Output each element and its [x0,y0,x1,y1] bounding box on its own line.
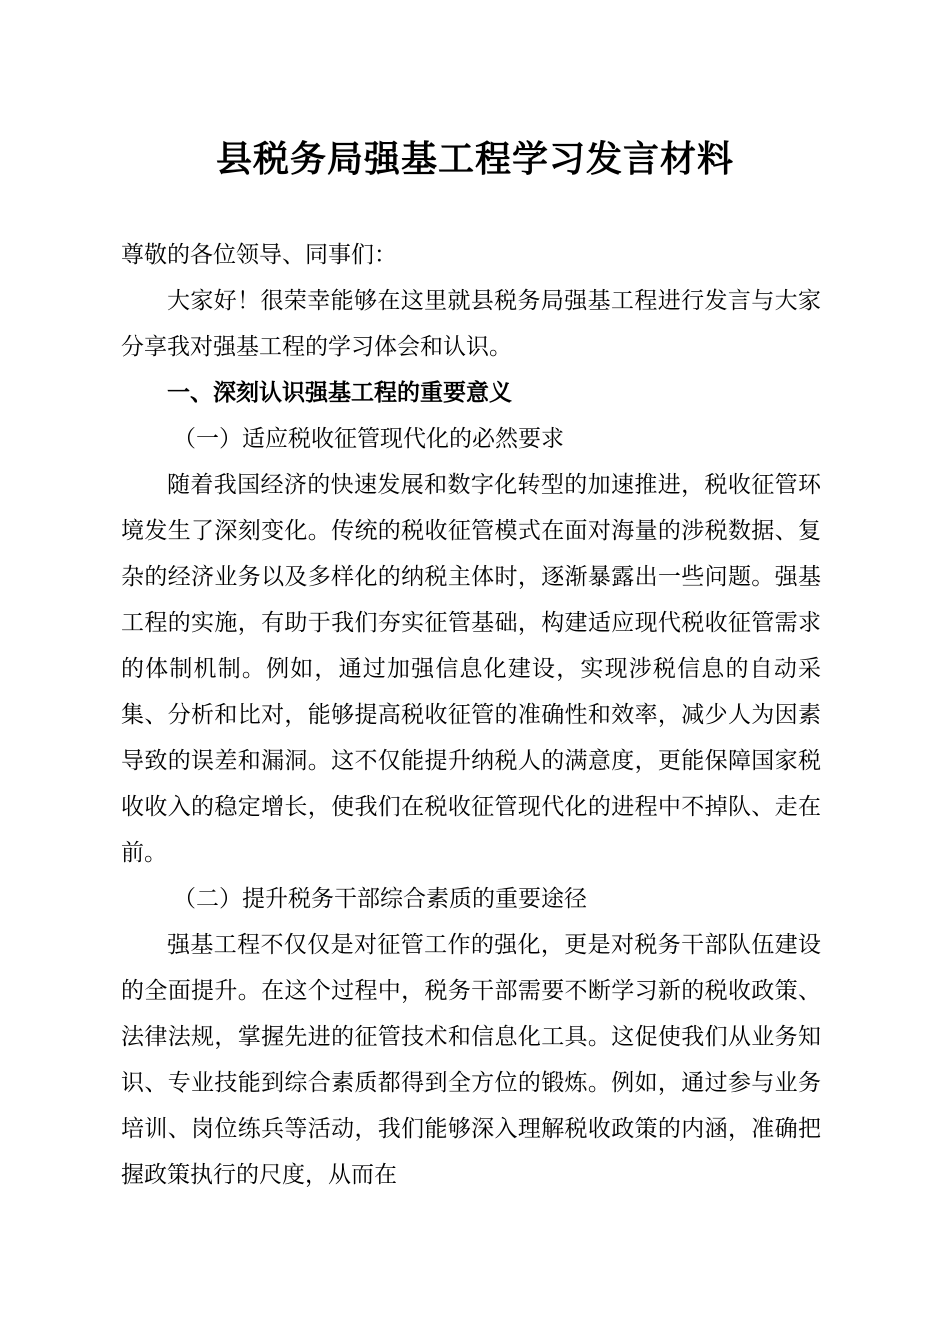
document-body [121,232,821,1198]
body-paragraph: 强基工程不仅仅是对征管工作的强化，更是对税务干部队伍建设的全面提升。在这个过程中，税务干部需要不断学习新的税收政策、法律法规，掌握先进的征管技术和信息化工具。这促使我们从业务知识、专业技能到综合素质都得到全方位的锻炼。例如，通过参与业务培训、岗位练兵等活动，我们能够深入理解税收政策的内涵，准确把握政策执行的尺度，从而在 [121,932,821,1188]
subsection-heading: （一）适应税收征管现代化的必然要求 [173,426,564,452]
document-title: 县税务局强基工程学习发言材料 [215,138,734,180]
salutation: 尊敬的各位领导、同事们： [121,242,397,268]
subsection-heading: （二）提升税务干部综合素质的重要途径 [173,886,587,912]
body-paragraph: 随着我国经济的快速发展和数字化转型的加速推进，税收征管环境发生了深刻变化。传统的税收征管模式在面对海量的涉税数据、复杂的经济业务以及多样化的纳税主体时，逐渐暴露出一些问题。强基工程的实施，有助于我们夯实征管基础，构建适应现代税收征管需求的体制机制。例如，通过加强信息化建设，实现涉税信息的自动采集、分析和比对，能够提高税收征管的准确性和效率，减少人为因素导致的误差和漏洞。这不仅能提升纳税人的满意度，更能保障国家税收收入的稳定增长，使我们在税收征管现代化的进程中不掉队、走在前。 [121,472,821,866]
section-heading: 一、深刻认识强基工程的重要意义 [167,380,512,406]
opening-paragraph: 大家好！很荣幸能够在这里就县税务局强基工程进行发言与大家分享我对强基工程的学习体会和认识。 [121,288,821,360]
